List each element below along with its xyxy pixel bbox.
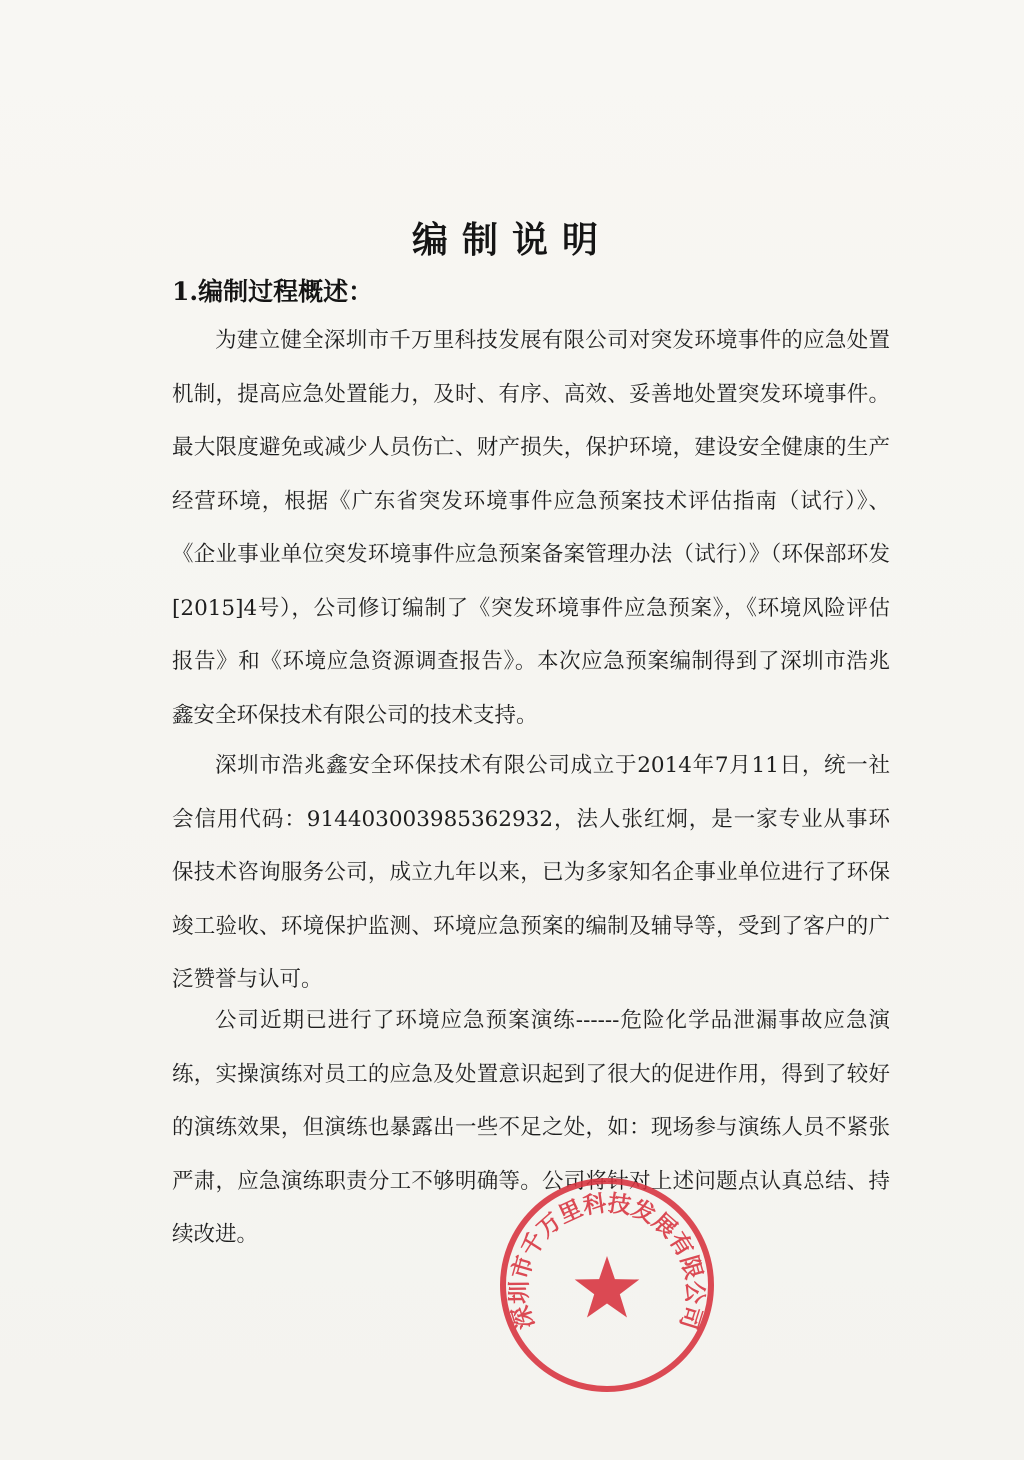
section-heading: 1.编制过程概述：: [172, 277, 374, 306]
paragraph-2: [172, 739, 890, 1007]
star-icon: [575, 1256, 640, 1318]
paragraph-1: [172, 314, 890, 742]
seal-graphic: [496, 1174, 718, 1396]
paragraph-text: 深圳市浩兆鑫安全环保技术有限公司成立于2014年7月11日，统一社会信用代码：914403003985362932，法人张红炯，是一家专业从事环保技术咨询服务公司，成立九年以来，已为多家知名企事业单位进行了环保竣工验收、环境保护监测、环境应急预案的编制及辅导等，受到了客户的广泛赞誉与认可。: [172, 753, 890, 992]
company-seal: [496, 1174, 718, 1396]
paragraph-text: 公司近期已进行了环境应急预案演练------危险化学品泄漏事故应急演练，实操演练对员工的应急及处置意识起到了很大的促进作用，得到了较好的演练效果，但演练也暴露出一些不足之处，如：现场参与演练人员不紧张严肃，应急演练职责分工不够明确等。公司将针对上述问题点认真总结、持续改进。: [172, 1008, 890, 1247]
seal-text: 深圳市千万里科技发展有限公司: [506, 1190, 708, 1333]
paragraph-text: 为建立健全深圳市千万里科技发展有限公司对突发环境事件的应急处置机制，提高应急处置能力，及时、有序、高效、妥善地处置突发环境事件。最大限度避免或减少人员伤亡、财产损失，保护环境，建设安全健康的生产经营环境，根据《广东省突发环境事件应急预案技术评估指南（试行）》、《企业事业单位突发环境事件应急预案备案管理办法（试行）》（环保部环发[2015]4号），公司修订编制了《突发环境事件应急预案》，《环境风险评估报告》和《环境应急资源调查报告》。本次应急预案编制得到了深圳市浩兆鑫安全环保技术有限公司的技术支持。: [172, 328, 890, 728]
document-title: 编制说明: [411, 219, 612, 261]
